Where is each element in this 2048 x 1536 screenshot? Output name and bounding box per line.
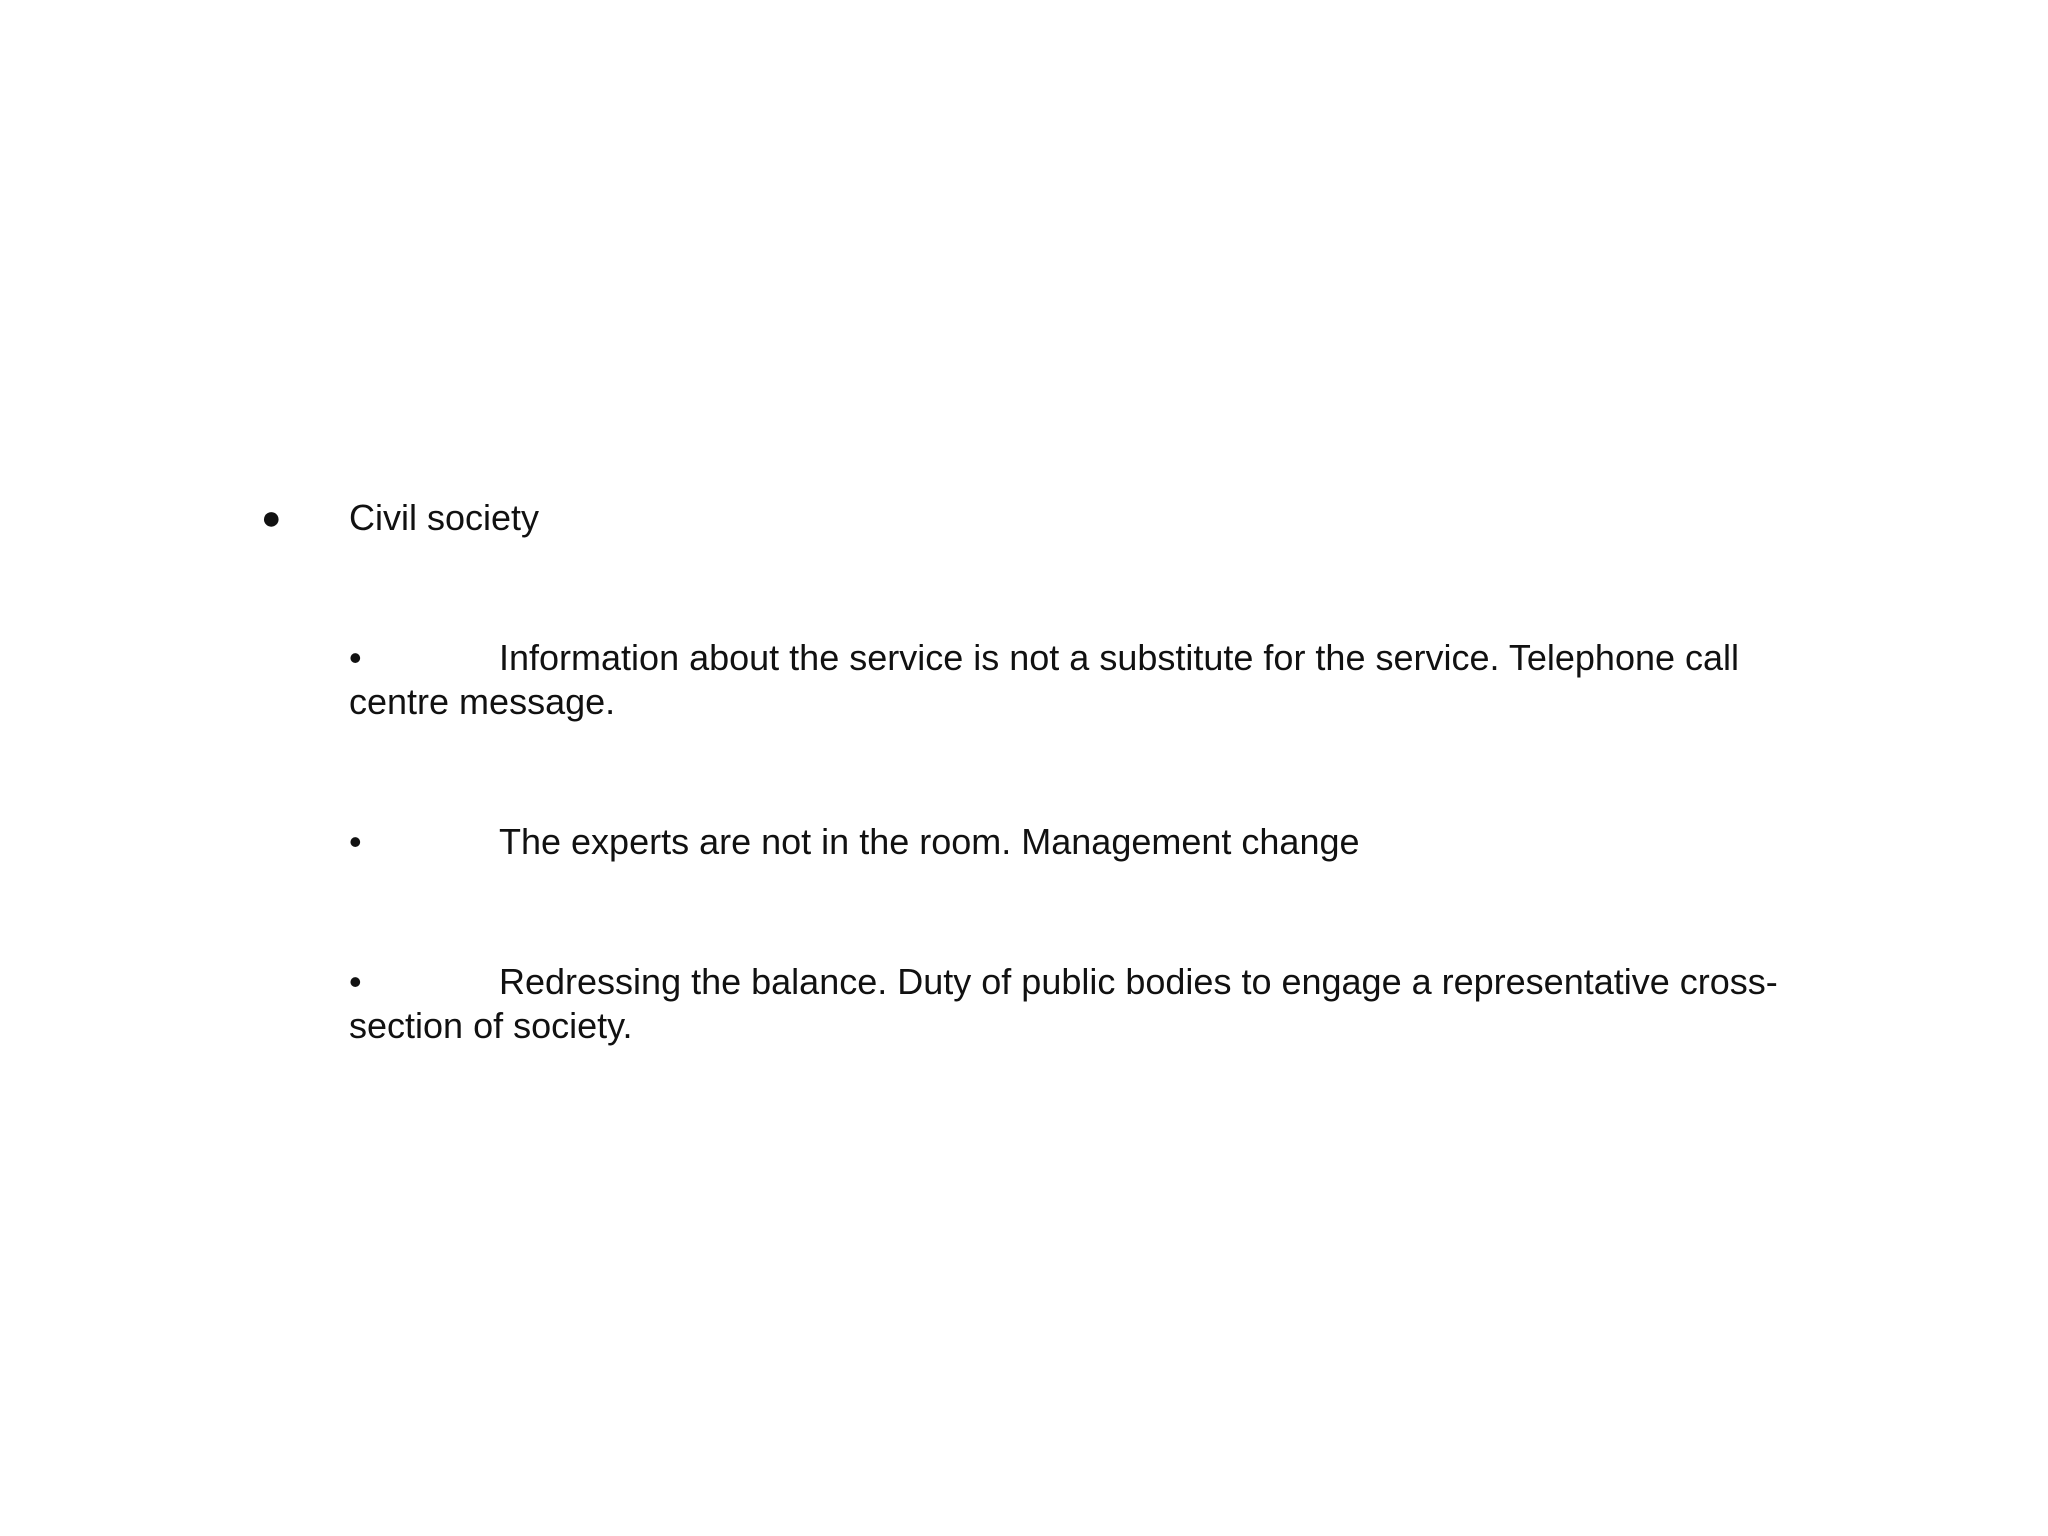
- sub-list-item-text: Information about the service is not a substitute for the service. Telephone call centre message.: [349, 637, 1740, 722]
- bullet-icon: •: [349, 961, 362, 1002]
- bullet-icon: ●: [261, 499, 282, 537]
- sub-list-item-text: The experts are not in the room. Management change: [499, 821, 1360, 862]
- bullet-icon: •: [349, 821, 362, 862]
- sub-list-item: [349, 960, 1799, 1048]
- bullet-icon: •: [349, 637, 362, 678]
- sub-list-item: [349, 636, 1799, 724]
- sub-list-item: [349, 820, 1799, 864]
- sub-list-item-text: Redressing the balance. Duty of public bodies to engage a representative cross-section of society.: [349, 961, 1778, 1046]
- list-item-label: Civil society: [349, 497, 540, 538]
